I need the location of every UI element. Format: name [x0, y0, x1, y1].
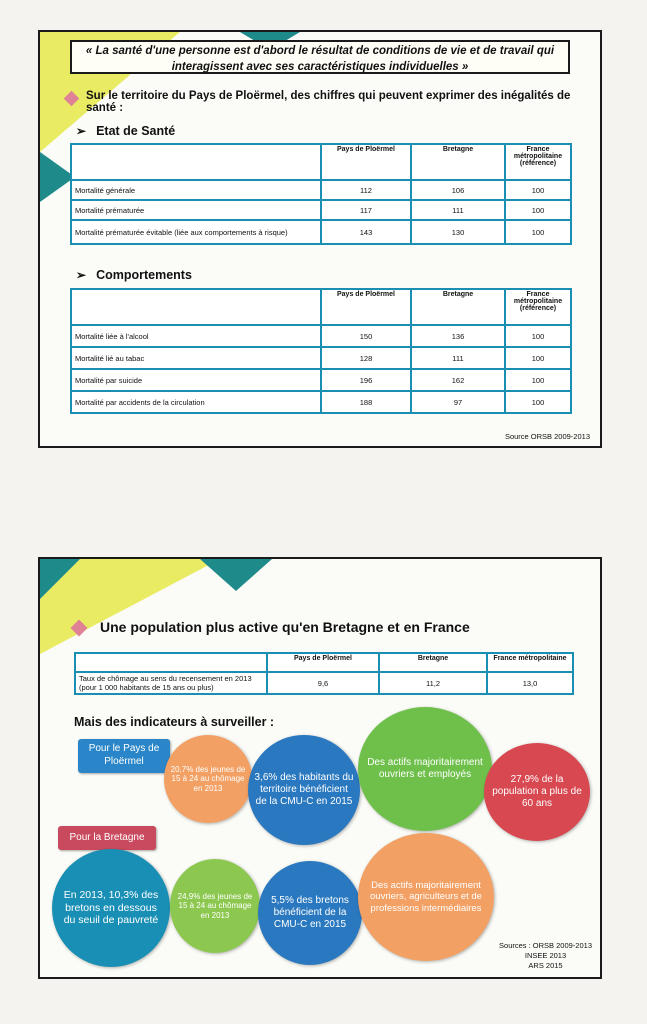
section-title: Comportements [96, 268, 192, 282]
arrow-bullet-icon: ➢ [76, 268, 87, 282]
bubble-text: 5,5% des bretons bénéficient de la CMU-C en 2015 [271, 895, 349, 930]
intro-heading: Sur le territoire du Pays de Ploërmel, des chiffres qui peuvent exprimer des inégalités de santé : [86, 90, 571, 114]
header-ploermel: Pays de Ploërmel [267, 653, 379, 672]
cell-value: 130 [411, 220, 505, 244]
indicators-subtitle: Mais des indicateurs à surveiller : [74, 715, 275, 729]
source-line: ARS 2015 [528, 961, 563, 970]
slide-health-indicators [38, 30, 602, 448]
cell-value: 13,0 [487, 672, 573, 694]
header-bretagne: Bretagne [411, 289, 505, 325]
tag-pays-ploermel: Pour le Pays de Ploërmel [78, 739, 170, 773]
slide-population-active [38, 557, 602, 979]
table-row [71, 347, 571, 369]
table-comportements [70, 288, 572, 414]
cell-value: 111 [411, 200, 505, 220]
cell-value: 100 [505, 347, 571, 369]
header-blank [75, 653, 267, 672]
cell-value: 196 [321, 369, 411, 391]
row-label: Mortalité par suicide [71, 369, 321, 391]
header-bretagne: Bretagne [379, 653, 487, 672]
bubble-text: Des actifs majoritairement ouvriers et employés [367, 757, 483, 780]
cell-value: 136 [411, 325, 505, 347]
slide-title: Une population plus active qu'en Bretagne et en France [100, 619, 470, 635]
row-label: Mortalité prématurée [71, 200, 321, 220]
cell-value: 188 [321, 391, 411, 413]
row-label: Mortalité par accidents de la circulation [71, 391, 321, 413]
source-line: INSEE 2013 [524, 951, 567, 960]
cell-value: 143 [321, 220, 411, 244]
cell-value: 162 [411, 369, 505, 391]
table-row [75, 672, 573, 694]
teal-corner-shape [40, 559, 80, 599]
cell-value: 100 [505, 220, 571, 244]
bubble-pauvrete-bretagne [52, 849, 170, 967]
row-label: Mortalité générale [71, 180, 321, 200]
table-row [71, 200, 571, 220]
bubble-cmu-ploermel [248, 735, 360, 845]
teal-top-shape [200, 559, 272, 591]
table-row [71, 220, 571, 244]
source-note: Source ORSB 2009-2013 [504, 432, 590, 441]
cell-value: 11,2 [379, 672, 487, 694]
header-ploermel: Pays de Ploërmel [321, 289, 411, 325]
bubble-text: 20,7% des jeunes de 15 à 24 au chômage en 2013 [170, 764, 246, 793]
header-france: France métropolitaine (référence) [505, 144, 571, 180]
bubble-text: En 2013, 10,3% des bretons en dessous du seuil de pauvreté [63, 889, 159, 927]
bubble-text: Des actifs majoritairement ouvriers, agriculteurs et de professions intermédiaires [370, 879, 482, 914]
cell-value: 100 [505, 369, 571, 391]
bubble-actifs-ploermel [358, 707, 492, 831]
bubble-text: 24,9% des jeunes de 15 à 24 au chômage en 2013 [177, 891, 253, 920]
sources-note [499, 941, 592, 971]
row-label: Mortalité prématurée évitable (liée aux comportements à risque) [71, 220, 321, 244]
row-label: Mortalité liée à l'alcool [71, 325, 321, 347]
cell-value: 106 [411, 180, 505, 200]
cell-value: 100 [505, 325, 571, 347]
quote-box [70, 40, 570, 74]
header-ploermel: Pays de Ploërmel [321, 144, 411, 180]
table-row [71, 180, 571, 200]
cell-value: 111 [411, 347, 505, 369]
table-row [71, 369, 571, 391]
quote-text: « La santé d'une personne est d'abord le résultat de conditions de vie et de travail qui interagissent avec ses caractéristiques individuelles » [85, 45, 555, 73]
table-row [71, 391, 571, 413]
section-heading-comportements [76, 268, 192, 282]
arrow-bullet-icon: ➢ [76, 124, 87, 138]
section-title: Etat de Santé [96, 124, 176, 138]
cell-value: 100 [505, 200, 571, 220]
header-france: France métropolitaine [487, 653, 573, 672]
cell-value: 9,6 [267, 672, 379, 694]
bubble-population-60 [484, 743, 590, 841]
row-label: Mortalité lié au tabac [71, 347, 321, 369]
bubble-cmu-bretagne [258, 861, 362, 965]
cell-value: 100 [505, 391, 571, 413]
row-label: Taux de chômage au sens du recensement en 2013 (pour 1 000 habitants de 15 ans ou plus) [75, 672, 267, 694]
tag-bretagne: Pour la Bretagne [58, 826, 156, 850]
cell-value: 128 [321, 347, 411, 369]
bubble-jeunes-chomage-bretagne [170, 859, 260, 953]
table-row [71, 325, 571, 347]
header-blank [71, 289, 321, 325]
cell-value: 97 [411, 391, 505, 413]
source-line: Sources : ORSB 2009-2013 [499, 941, 592, 950]
bubble-text: 3,6% des habitants du territoire bénéficient de la CMU-C en 2015 [254, 772, 354, 807]
header-blank [71, 144, 321, 180]
section-heading-etat-sante [76, 124, 175, 138]
bubble-text: 27,9% de la population a plus de 60 ans [492, 774, 582, 809]
header-france: France métropolitaine (référence) [505, 289, 571, 325]
table-etat-sante [70, 143, 572, 245]
cell-value: 100 [505, 180, 571, 200]
cell-value: 112 [321, 180, 411, 200]
bubble-jeunes-chomage-ploermel [164, 735, 252, 823]
cell-value: 150 [321, 325, 411, 347]
table-chomage [74, 652, 574, 695]
header-bretagne: Bretagne [411, 144, 505, 180]
cell-value: 117 [321, 200, 411, 220]
bubble-actifs-bretagne [358, 833, 494, 961]
